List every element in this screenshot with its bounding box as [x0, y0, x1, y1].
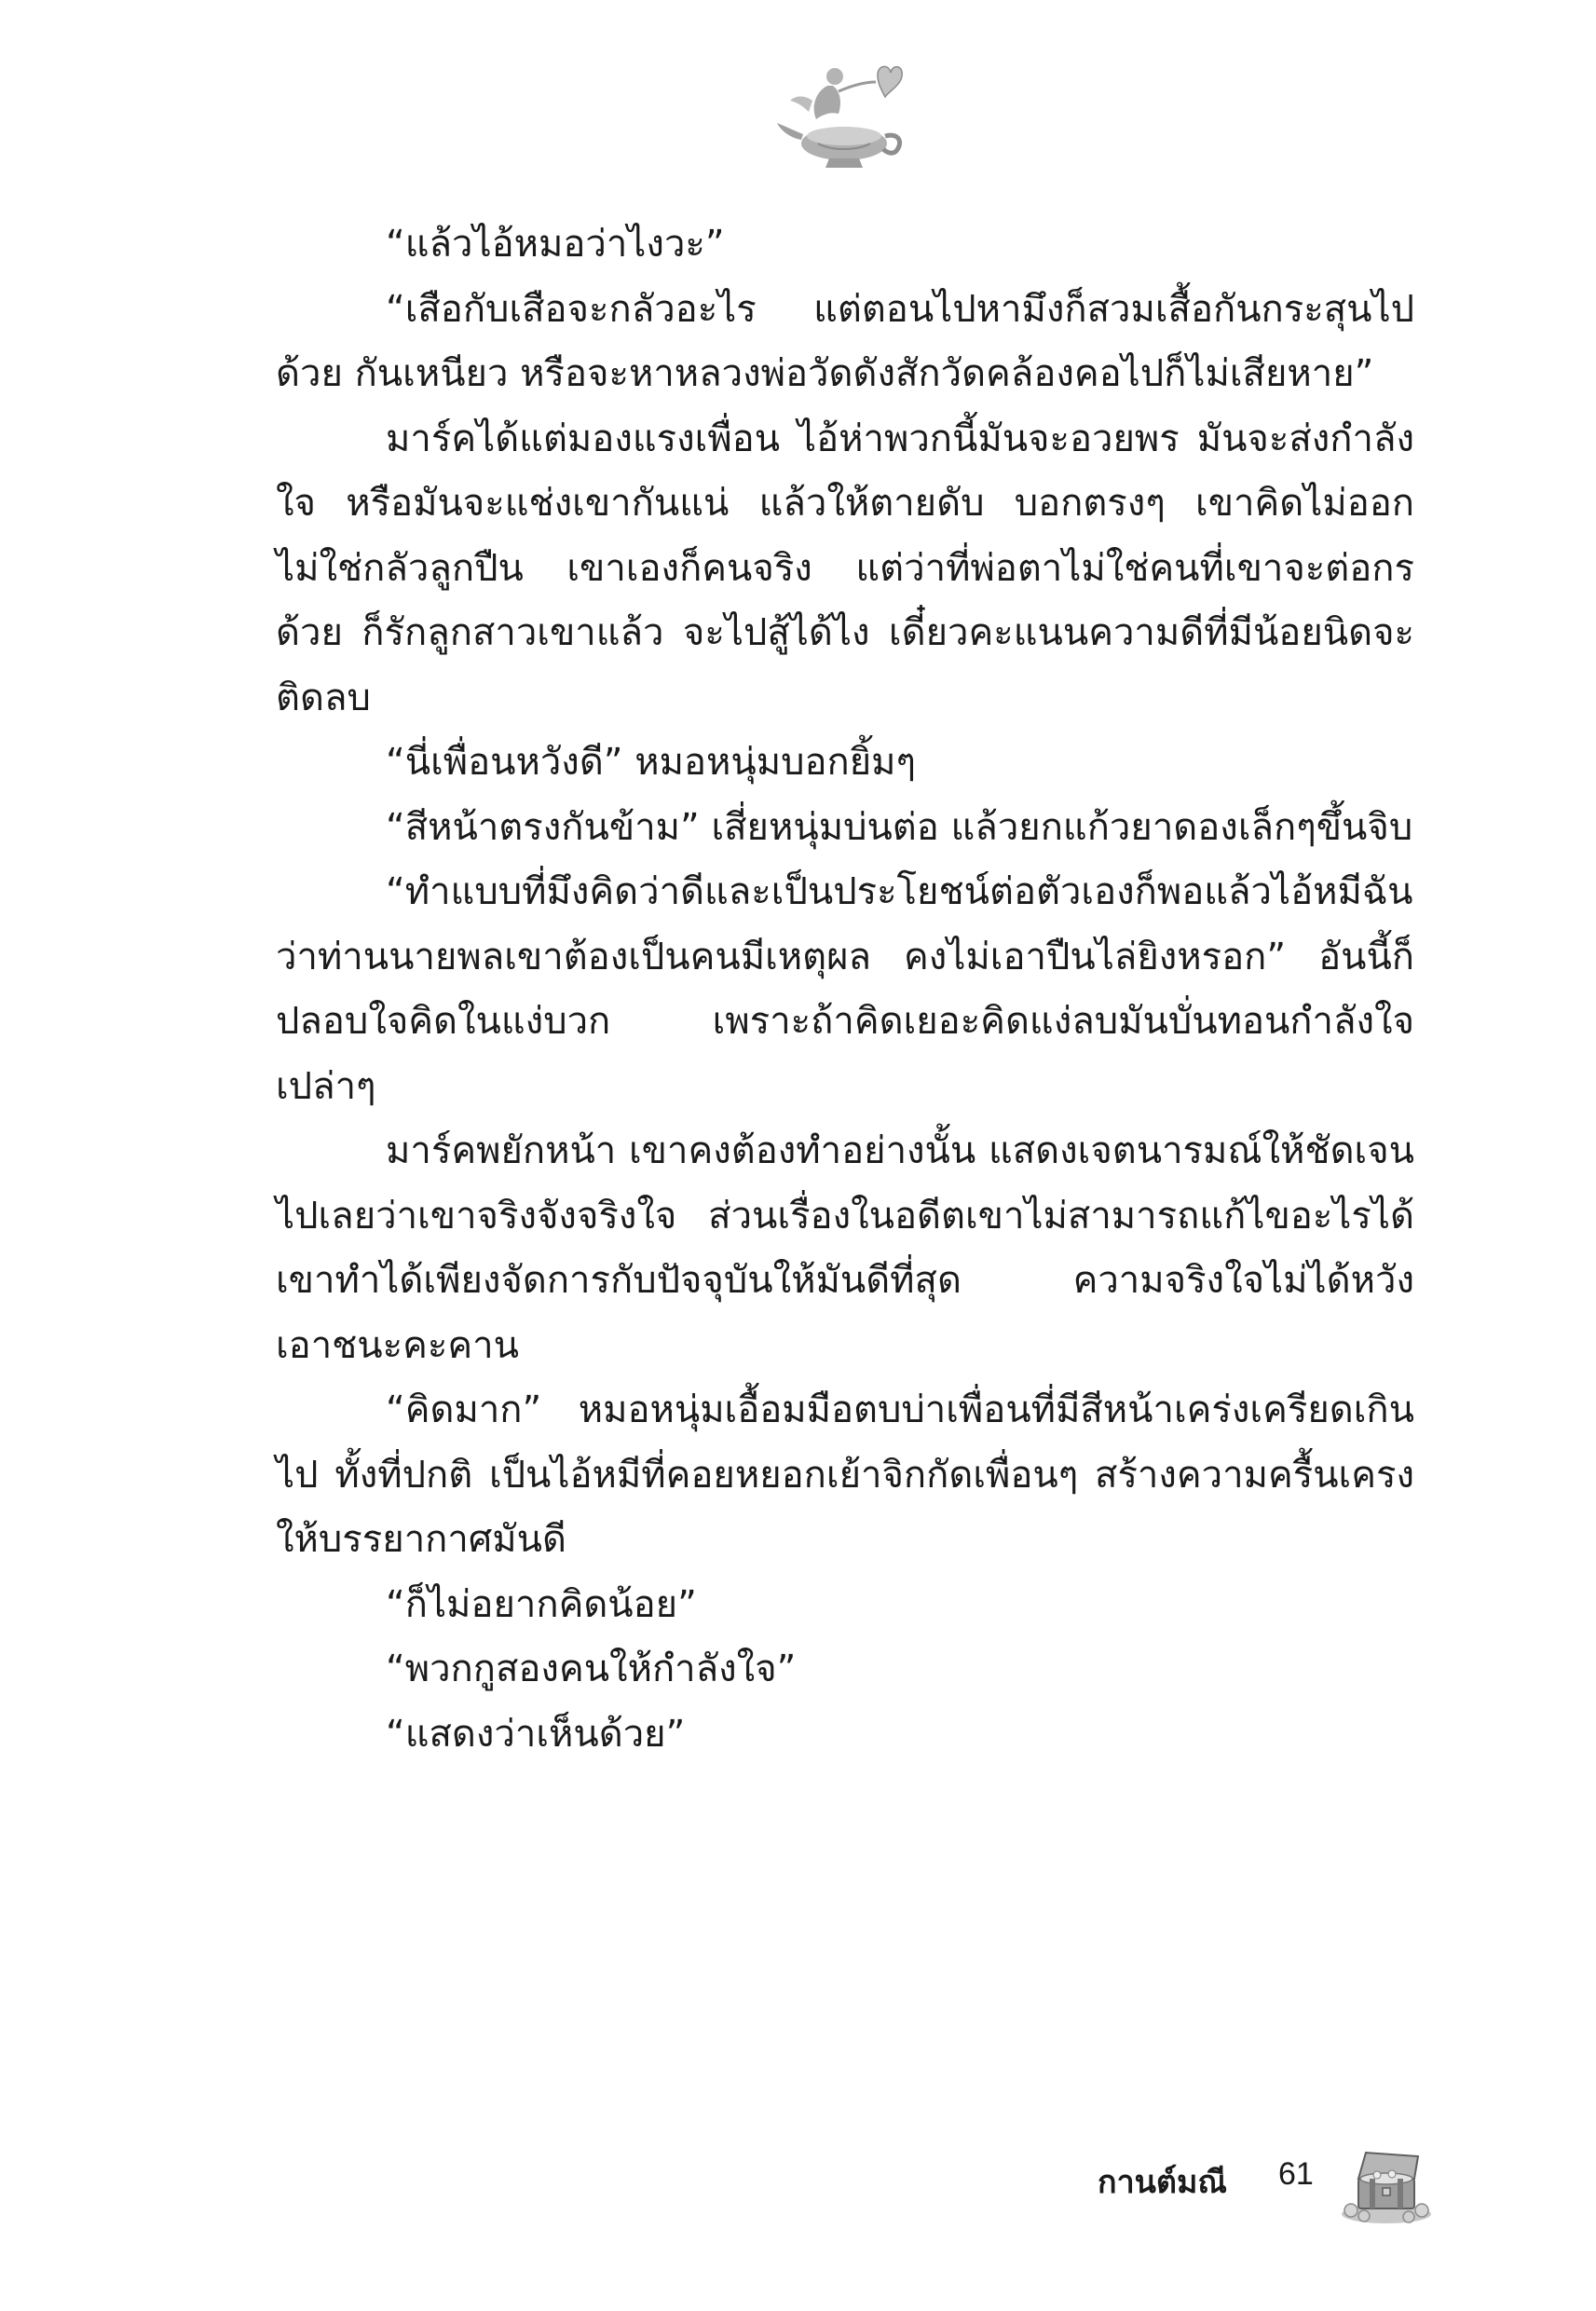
- paragraph: “แล้วไอ้หมอว่าไงวะ”: [386, 223, 725, 266]
- paragraph: “ทำแบบที่มึงคิดว่าดีและเป็นประโยชน์ต่อตัวเองก็พอแล้วไอ้หมีฉันว่าท่านนายพลเขาต้องเป็นคนมีเหตุผล คงไม่เอาปืนไล่ยิงหรอก” อันนี้ก็ปลอบใจคิดในแง่บวก เพราะถ้าคิดเยอะคิดแง่ลบมันบั่นทอนกำลังใจเปล่าๆ: [276, 870, 1414, 1108]
- paragraph: มาร์คพยักหน้า เขาคงต้องทำอย่างนั้น แสดงเจตนารมณ์ให้ชัดเจนไปเลยว่าเขาจริงจังจริงใจ ส่วนเรื่องในอดีตเขาไม่สามารถแก้ไขอะไรได้ เขาทำได้เพียงจัดการกับปัจจุบันให้มันดีที่สุด ความจริงใจไม่ได้หวังเอาชนะคะคาน: [276, 1129, 1414, 1367]
- paragraph: “นี่เพื่อนหวังดี” หมอหนุ่มบอกยิ้มๆ: [386, 741, 917, 784]
- book-title: กานต์มณี: [1098, 2164, 1227, 2201]
- paragraph: “สีหน้าตรงกันข้าม” เสี่ยหนุ่มบ่นต่อ แล้วยกแก้วยาดองเล็กๆขึ้นจิบ: [386, 805, 1413, 849]
- page-footer: [1081, 2143, 1453, 2227]
- paragraph: “แสดงว่าเห็นด้วย”: [386, 1712, 686, 1756]
- treasure-chest-icon: [1338, 2143, 1435, 2225]
- paragraph: “ก็ไม่อยากคิดน้อย”: [386, 1582, 697, 1626]
- chapter-text: [276, 212, 1414, 1767]
- paragraph: “พวกกูสองคนให้กำลังใจ”: [386, 1648, 797, 1690]
- paragraph: “คิดมาก” หมอหนุ่มเอื้อมมือตบบ่าเพื่อนที่มีสีหน้าเคร่งเครียดเกินไป ทั้งที่ปกติ เป็นไอ้หมีที่คอยหยอกเย้าจิกกัดเพื่อนๆ สร้างความครื้นเครงให้บรรยากาศมันดี: [276, 1388, 1414, 1561]
- teapot-ornament-icon: [773, 54, 913, 175]
- paragraph: มาร์คได้แต่มองแรงเพื่อน ไอ้ห่าพวกนี้มันจะอวยพร มันจะส่งกำลังใจ หรือมันจะแช่งเขากันแน่ แล้วให้ตายดับ บอกตรงๆ เขาคิดไม่ออก ไม่ใช่กลัวลูกปืน เขาเองก็คนจริง แต่ว่าที่พ่อตาไม่ใช่คนที่เขาจะต่อกรด้วย ก็รักลูกสาวเขาแล้ว จะไปสู้ได้ไง เดี๋ยวคะแนนความดีที่มีน้อยนิดจะติดลบ: [276, 417, 1414, 719]
- paragraph: “เสือกับเสือจะกลัวอะไร แต่ตอนไปหามึงก็สวมเสื้อกันกระสุนไปด้วย กันเหนียว หรือจะหาหลวงพ่อวัดดังสักวัดคล้องคอไปก็ไม่เสียหาย”: [276, 287, 1414, 395]
- page-number: 61: [1278, 2156, 1314, 2192]
